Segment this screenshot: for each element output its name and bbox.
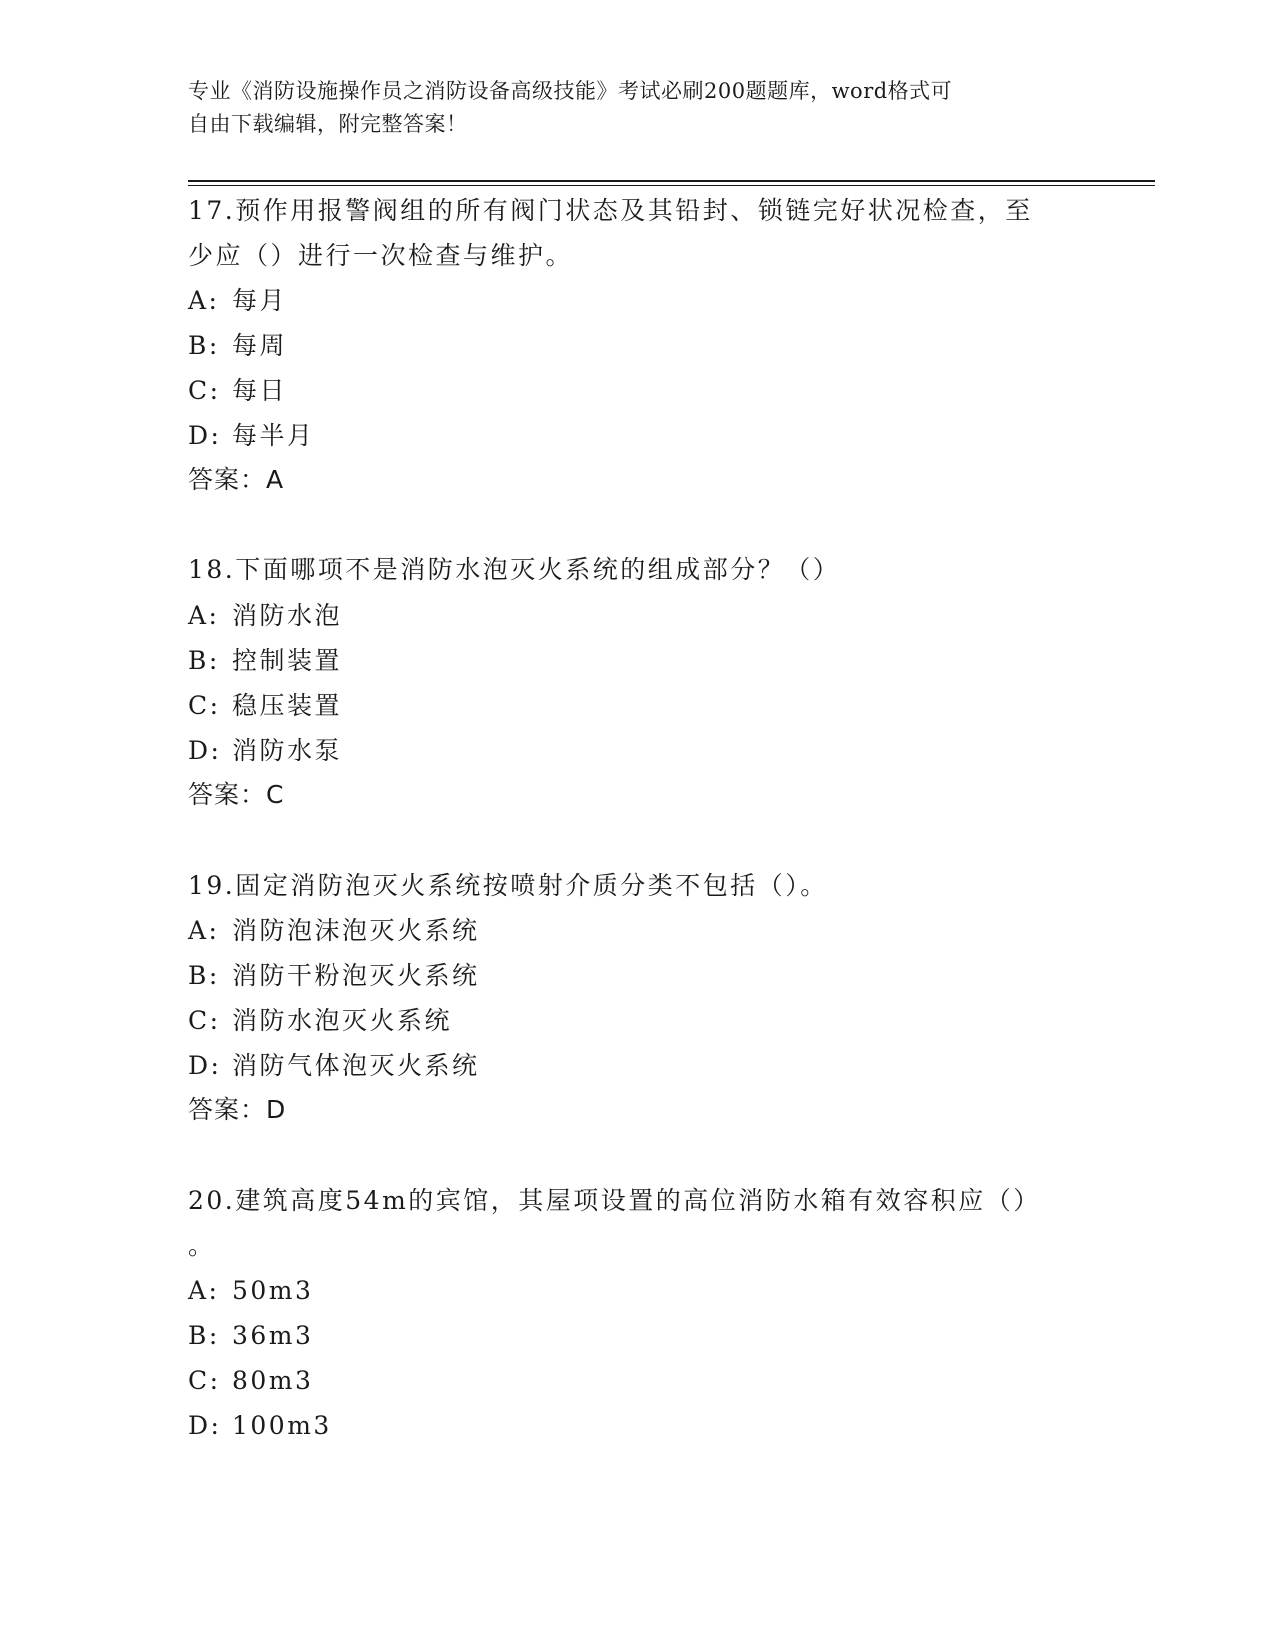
question-18-option-d [188, 728, 1088, 774]
option-text: 消防气体泡灭火系统 [232, 1051, 480, 1080]
question-18-stem-line-1: 18.下面哪项不是消防水泡灭火系统的组成部分？（） [188, 555, 841, 584]
header-divider-thick [188, 180, 1155, 182]
option-key: D: [188, 1411, 222, 1440]
question-19-option-a [188, 908, 1088, 954]
question-17-option-d [188, 413, 1088, 459]
option-key: A: [188, 1276, 220, 1305]
option-key: B: [188, 331, 220, 360]
question-20-stem-line-2: 。 [188, 1231, 216, 1260]
question-19-answer: 答案：D [188, 1095, 287, 1124]
option-key: C: [188, 376, 221, 405]
question-17-option-a [188, 278, 1088, 324]
option-key: C: [188, 1366, 221, 1395]
option-text: 消防干粉泡灭火系统 [232, 961, 480, 990]
option-key: A: [188, 601, 220, 630]
option-key: C: [188, 691, 221, 720]
question-17-answer: 答案：A [188, 465, 285, 494]
option-key: B: [188, 1321, 220, 1350]
option-text: 100m3 [232, 1411, 332, 1440]
question-18-option-c [188, 683, 1088, 729]
question-20-option-c [188, 1358, 1088, 1404]
option-text: 80m3 [232, 1366, 314, 1395]
option-text: 36m3 [232, 1321, 314, 1350]
question-17-option-c [188, 368, 1088, 414]
question-19-option-d [188, 1043, 1088, 1089]
question-19-stem-line-1: 19.固定消防泡灭火系统按喷射介质分类不包括（）。 [188, 871, 828, 900]
option-key: C: [188, 1006, 221, 1035]
option-key: A: [188, 916, 220, 945]
option-key: A: [188, 286, 220, 315]
option-text: 稳压装置 [232, 691, 343, 720]
option-text: 每半月 [232, 421, 315, 450]
question-20-option-a [188, 1268, 1088, 1314]
question-18-option-b [188, 638, 1088, 684]
option-key: B: [188, 646, 220, 675]
option-text: 50m3 [232, 1276, 314, 1305]
document-header-line-1: 专业《消防设施操作员之消防设备高级技能》考试必刷200题题库，word格式可 [188, 79, 953, 103]
option-text: 消防水泡灭火系统 [232, 1006, 453, 1035]
document-header-line-2: 自由下载编辑，附完整答案！ [188, 112, 468, 136]
header-divider-thin [188, 185, 1155, 186]
question-18-option-a [188, 593, 1088, 639]
question-19-option-b [188, 953, 1088, 999]
question-20-stem-line-1: 20.建筑高度54m的宾馆，其屋项设置的高位消防水箱有效容积应（） [188, 1186, 1041, 1215]
option-text: 消防水泵 [232, 736, 343, 765]
question-17-stem-line-1: 17.预作用报警阀组的所有阀门状态及其铅封、锁链完好状况检查，至 [188, 196, 1033, 225]
option-key: D: [188, 1051, 222, 1080]
option-text: 每月 [232, 286, 288, 315]
option-text: 每日 [232, 376, 288, 405]
option-key: B: [188, 961, 220, 990]
option-text: 消防水泡 [232, 601, 343, 630]
question-19-option-c [188, 998, 1088, 1044]
question-20-option-b [188, 1313, 1088, 1359]
question-17-stem-line-2: 少应（）进行一次检查与维护。 [188, 241, 574, 270]
option-text: 控制装置 [232, 646, 343, 675]
option-key: D: [188, 421, 222, 450]
question-17-option-b [188, 323, 1088, 369]
question-18-answer: 答案：C [188, 780, 285, 809]
option-text: 每周 [232, 331, 288, 360]
question-20-option-d [188, 1403, 1088, 1449]
option-key: D: [188, 736, 222, 765]
option-text: 消防泡沫泡灭火系统 [232, 916, 480, 945]
